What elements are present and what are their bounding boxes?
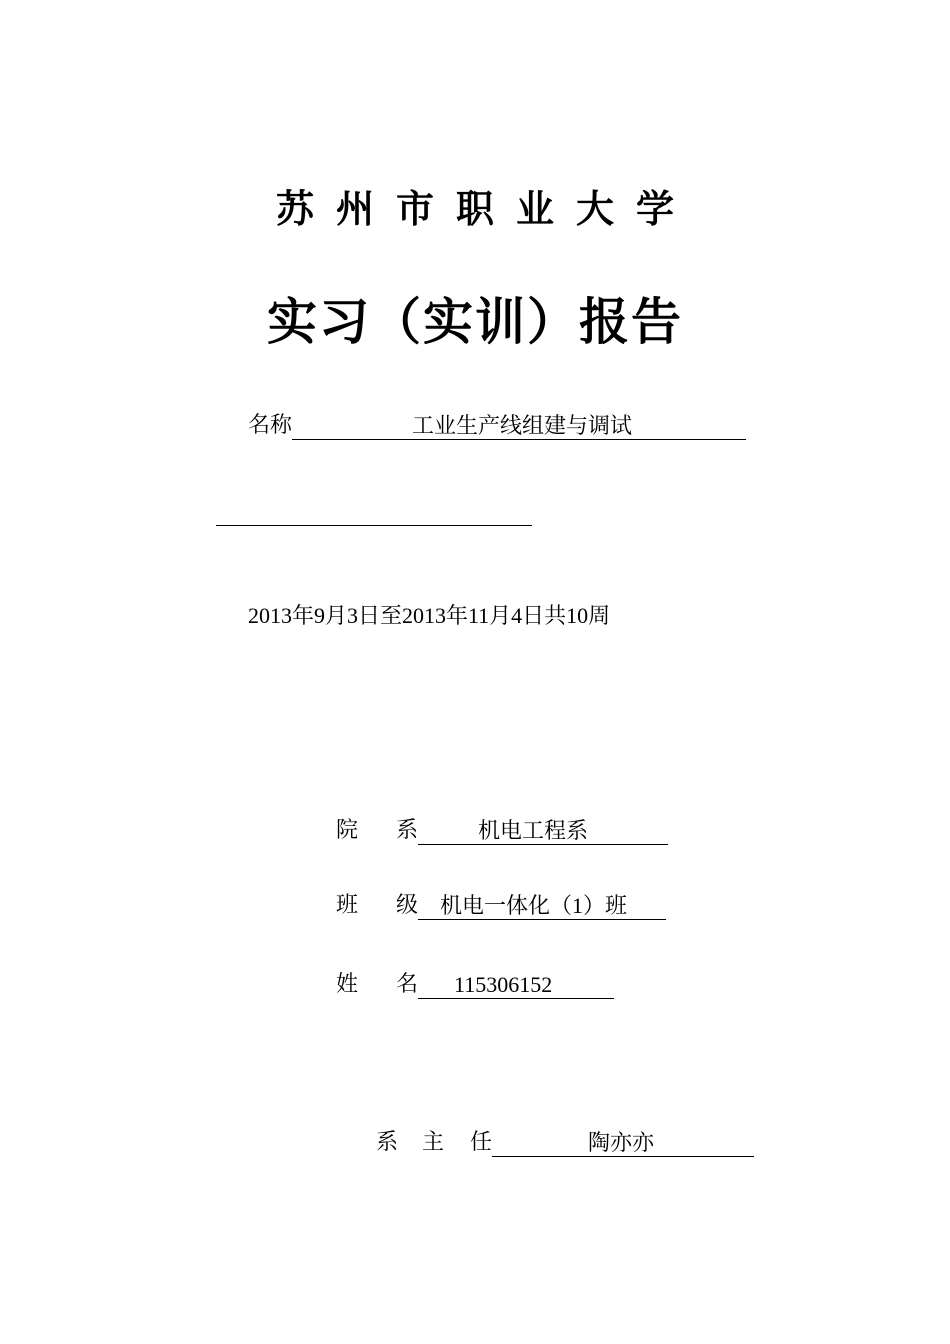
university-name: 苏州市职业大学 [275,189,696,231]
class-label-first: 班 [336,892,359,917]
class-row [336,890,666,920]
name-continuation-line [216,525,532,526]
head-label-third: 任 [470,1129,493,1154]
period-text: 2013年9月3日至2013年11月4日共10周 [248,603,611,628]
name-field-value: 工业生产线组建与调试 [412,413,633,438]
student-name-row [336,969,614,999]
department-row [336,815,668,845]
name-field-underline [292,413,746,440]
department-label-second: 系 [396,817,419,842]
class-label-second: 级 [396,892,419,917]
student-name-label-first: 姓 [336,971,359,996]
name-field-row [248,410,746,440]
head-value: 陶亦亦 [588,1130,655,1155]
department-underline [418,818,668,845]
department-label-first: 院 [336,817,359,842]
head-label-second: 主 [422,1129,445,1154]
head-label-first: 系 [376,1129,399,1154]
head-underline [492,1130,754,1157]
student-name-underline [418,972,614,999]
student-name-value: 115306152 [454,972,553,997]
department-head-row [376,1127,754,1157]
student-name-label-second: 名 [396,971,419,996]
department-value: 机电工程系 [478,818,589,843]
name-field-label: 名称 [248,412,293,437]
report-title: 实习（实训）报告 [267,294,683,350]
class-value: 机电一体化（1）班 [440,893,628,918]
class-underline [418,893,666,920]
